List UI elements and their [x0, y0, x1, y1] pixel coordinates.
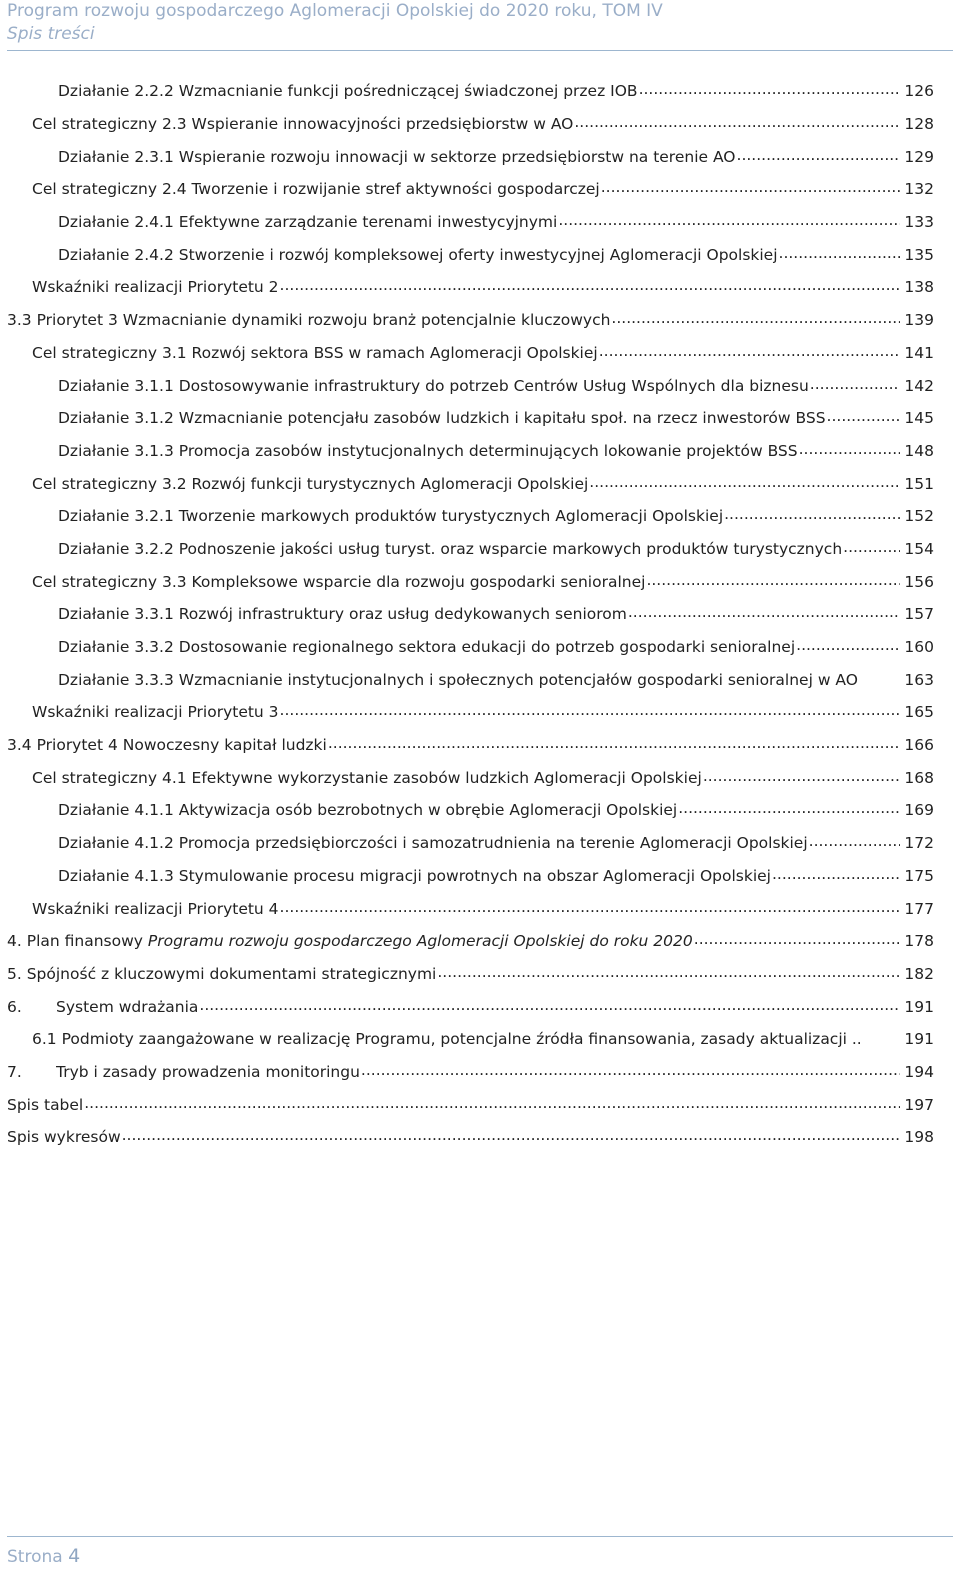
toc-entry[interactable]: [0, 860, 960, 893]
toc-entry-title: Cel strategiczny 3.2 Rozwój funkcji turystycznych Aglomeracji Opolskiej: [32, 474, 589, 493]
toc-entry-page: 154: [904, 539, 934, 558]
toc-entry-title: Działanie 3.2.2 Podnoszenie jakości usług turyst. oraz wsparcie markowych produktów turystycznych: [58, 539, 843, 558]
toc-entry[interactable]: [0, 925, 960, 958]
toc-entry-page: 135: [904, 245, 934, 264]
toc-entry-page: 175: [904, 866, 934, 885]
dot-leader: [863, 1031, 895, 1048]
toc-entry-title: Działanie 3.1.1 Dostosowywanie infrastruktury do potrzeb Centrów Usług Wspólnych dla biznesu: [58, 376, 809, 395]
toc-entry-title: Cel strategiczny 3.1 Rozwój sektora BSS w ramach Aglomeracji Opolskiej: [32, 343, 598, 362]
toc-entry[interactable]: [0, 565, 960, 598]
toc-entry-page: 142: [904, 376, 934, 395]
dot-leader: [694, 933, 900, 950]
dot-leader: [84, 1096, 900, 1113]
toc-entry[interactable]: [0, 631, 960, 664]
toc-entry[interactable]: [0, 271, 960, 304]
toc-entry-page: 138: [904, 278, 934, 297]
toc-entry[interactable]: [0, 108, 960, 141]
page-footer: [7, 1545, 80, 1567]
toc-entry-title: Cel strategiczny 2.4 Tworzenie i rozwijanie stref aktywności gospodarczej: [32, 180, 600, 199]
toc-entry-page: 177: [904, 899, 934, 918]
toc-entry-title: Działanie 4.1.3 Stymulowanie procesu migracji powrotnych na obszar Aglomeracji Opolskiej: [58, 866, 771, 885]
toc-entry[interactable]: [0, 1088, 960, 1121]
toc-entry-page: 160: [904, 638, 934, 657]
toc-entry[interactable]: [0, 435, 960, 468]
dot-leader: [361, 1063, 900, 1080]
table-of-contents: [0, 75, 960, 1154]
toc-entry-page: 157: [904, 605, 934, 624]
toc-entry-page: 172: [904, 834, 934, 853]
dot-leader: [611, 312, 900, 329]
toc-entry-title: Działanie 3.1.2 Wzmacnianie potencjału zasobów ludzkich i kapitału społ. na rzecz inwestorów BSS: [58, 409, 826, 428]
toc-entry-title-italic: Programu rozwoju gospodarczego Aglomeracji Opolskiej do roku 2020: [147, 932, 693, 951]
toc-entry-page: 151: [904, 474, 934, 493]
toc-entry-title: Działanie 2.4.2 Stworzenie i rozwój kompleksowej oferty inwestycyjnej Aglomeracji Opolskiej: [58, 245, 778, 264]
toc-entry-page: 141: [904, 343, 934, 362]
toc-entry-title: Cel strategiczny 3.3 Kompleksowe wsparcie dla rozwoju gospodarki senioralnej: [32, 572, 646, 591]
dot-leader: [574, 116, 900, 133]
toc-entry-page: 198: [904, 1128, 934, 1147]
dot-leader: [859, 671, 895, 688]
toc-entry[interactable]: [0, 369, 960, 402]
toc-entry-title: Działanie 2.3.1 Wspieranie rozwoju innowacji w sektorze przedsiębiorstw na terenie AO: [58, 147, 736, 166]
toc-entry[interactable]: [0, 402, 960, 435]
section-subtitle: Spis treści: [7, 24, 95, 44]
toc-entry-page: 126: [904, 82, 934, 101]
toc-entry-title: Spis tabel: [7, 1095, 84, 1114]
toc-entry-title: Tryb i zasady prowadzenia monitoringu: [56, 1062, 360, 1081]
toc-entry-page: 182: [904, 964, 934, 983]
toc-entry-page: 128: [904, 115, 934, 134]
toc-entry[interactable]: [0, 238, 960, 271]
footer-divider: [7, 1536, 953, 1537]
toc-entry-title-plain: 4. Plan finansowy: [7, 932, 148, 951]
toc-entry-title: Działanie 2.4.1 Efektywne zarządzanie terenami inwestycyjnymi: [58, 213, 558, 232]
toc-entry-title: Wskaźniki realizacji Priorytetu 3: [32, 703, 279, 722]
toc-entry-page: 132: [904, 180, 934, 199]
toc-entry-page: 165: [904, 703, 934, 722]
toc-entry[interactable]: [0, 206, 960, 239]
toc-entry[interactable]: [0, 173, 960, 206]
toc-entry-number: 7.: [7, 1062, 22, 1081]
toc-entry-number: 6.: [7, 997, 22, 1016]
toc-entry[interactable]: [0, 533, 960, 566]
toc-entry-page: 145: [904, 409, 934, 428]
dot-leader: [796, 639, 900, 656]
dot-leader: [810, 377, 900, 394]
toc-entry[interactable]: [0, 892, 960, 925]
toc-entry-title: [7, 932, 693, 950]
toc-entry-page: 194: [904, 1062, 934, 1081]
dot-leader: [628, 606, 900, 623]
dot-leader: [328, 737, 900, 754]
toc-entry[interactable]: [0, 1023, 960, 1056]
toc-entry-title: Wskaźniki realizacji Priorytetu 4: [32, 899, 279, 918]
toc-entry-page: 169: [904, 801, 934, 820]
toc-entry[interactable]: [0, 75, 960, 108]
toc-entry-page: 168: [904, 768, 934, 787]
dot-leader: [678, 802, 900, 819]
toc-entry-title: System wdrażania: [56, 997, 199, 1016]
toc-entry-page: 156: [904, 572, 934, 591]
toc-entry-title: Spis wykresów: [7, 1128, 121, 1147]
toc-entry-page: 133: [904, 213, 934, 232]
toc-entry[interactable]: [0, 990, 960, 1023]
dot-leader: [639, 83, 900, 100]
dot-leader: [724, 508, 900, 525]
toc-entry[interactable]: [0, 958, 960, 991]
toc-entry-title: Działanie 3.3.2 Dostosowanie regionalnego sektora edukacji do potrzeb gospodarki senioralnej: [58, 638, 796, 657]
toc-entry[interactable]: [0, 696, 960, 729]
toc-entry-page: 197: [904, 1095, 934, 1114]
toc-entry-page: 148: [904, 441, 934, 460]
dot-leader: [772, 867, 900, 884]
toc-entry-title: Działanie 3.3.3 Wzmacnianie instytucjonalnych i społecznych potencjałów gospodarki senioralnej w AO: [58, 670, 858, 689]
footer-label: Strona: [7, 1547, 63, 1567]
toc-entry-title: 3.3 Priorytet 3 Wzmacnianie dynamiki rozwoju branż potencjalnie kluczowych: [7, 311, 611, 330]
toc-entry[interactable]: [0, 729, 960, 762]
dot-leader: [799, 442, 900, 459]
toc-entry-title: Działanie 2.2.2 Wzmacnianie funkcji pośredniczącej świadczonej przez IOB: [58, 82, 638, 101]
dot-leader: [779, 246, 900, 263]
toc-entry-page: 178: [904, 932, 934, 951]
toc-entry-title: Cel strategiczny 4.1 Efektywne wykorzystanie zasobów ludzkich Aglomeracji Opolskiej: [32, 768, 702, 787]
toc-entry[interactable]: [0, 500, 960, 533]
dot-leader: [280, 900, 900, 917]
toc-entry[interactable]: [0, 467, 960, 500]
toc-entry[interactable]: [0, 663, 960, 696]
document-title: Program rozwoju gospodarczego Aglomeracji Opolskiej do 2020 roku, TOM IV: [7, 1, 663, 21]
toc-entry[interactable]: [0, 827, 960, 860]
page-number: 4: [68, 1545, 81, 1567]
toc-entry-page: 152: [904, 507, 934, 526]
dot-leader: [646, 573, 900, 590]
toc-entry[interactable]: [0, 794, 960, 827]
toc-entry-title: 6.1 Podmioty zaangażowane w realizację Programu, potencjalne źródła finansowania, zasady aktualizacji ..: [32, 1030, 862, 1049]
toc-entry[interactable]: [0, 598, 960, 631]
toc-entry-title: Działanie 3.2.1 Tworzenie markowych produktów turystycznych Aglomeracji Opolskiej: [58, 507, 724, 526]
toc-entry-page: 129: [904, 147, 934, 166]
toc-entry[interactable]: [0, 140, 960, 173]
toc-entry-page: 166: [904, 736, 934, 755]
dot-leader: [843, 540, 900, 557]
toc-entry[interactable]: [0, 761, 960, 794]
dot-leader: [280, 279, 900, 296]
toc-entry[interactable]: [0, 1056, 960, 1089]
dot-leader: [122, 1129, 900, 1146]
toc-entry-title: 3.4 Priorytet 4 Nowoczesny kapitał ludzki: [7, 736, 327, 755]
toc-entry-page: 139: [904, 311, 934, 330]
toc-entry[interactable]: [0, 304, 960, 337]
toc-entry-title: Działanie 4.1.1 Aktywizacja osób bezrobotnych w obrębie Aglomeracji Opolskiej: [58, 801, 678, 820]
toc-entry-title: Działanie 4.1.2 Promocja przedsiębiorczości i samozatrudnienia na terenie Aglomeracji Opolskiej: [58, 834, 808, 853]
toc-entry-page: 163: [904, 670, 934, 689]
toc-entry-title: Działanie 3.3.1 Rozwój infrastruktury oraz usług dedykowanych seniorom: [58, 605, 627, 624]
dot-leader: [601, 181, 900, 198]
toc-entry[interactable]: [0, 1121, 960, 1154]
dot-leader: [199, 998, 900, 1015]
dot-leader: [827, 410, 900, 427]
page-header: [7, 0, 953, 51]
dot-leader: [737, 148, 900, 165]
toc-entry[interactable]: [0, 337, 960, 370]
dot-leader: [809, 835, 900, 852]
dot-leader: [558, 214, 900, 231]
toc-entry-title: Wskaźniki realizacji Priorytetu 2: [32, 278, 279, 297]
dot-leader: [589, 475, 900, 492]
toc-entry-title: 5. Spójność z kluczowymi dokumentami strategicznymi: [7, 964, 437, 983]
toc-entry-title: Cel strategiczny 2.3 Wspieranie innowacyjności przedsiębiorstw w AO: [32, 115, 574, 134]
toc-entry-page: 191: [904, 997, 934, 1016]
dot-leader: [280, 704, 900, 721]
dot-leader: [599, 344, 900, 361]
dot-leader: [703, 769, 900, 786]
toc-entry-page: 191: [904, 1030, 934, 1049]
toc-entry-title: Działanie 3.1.3 Promocja zasobów instytucjonalnych determinujących lokowanie projektów BSS: [58, 441, 798, 460]
dot-leader: [437, 965, 900, 982]
